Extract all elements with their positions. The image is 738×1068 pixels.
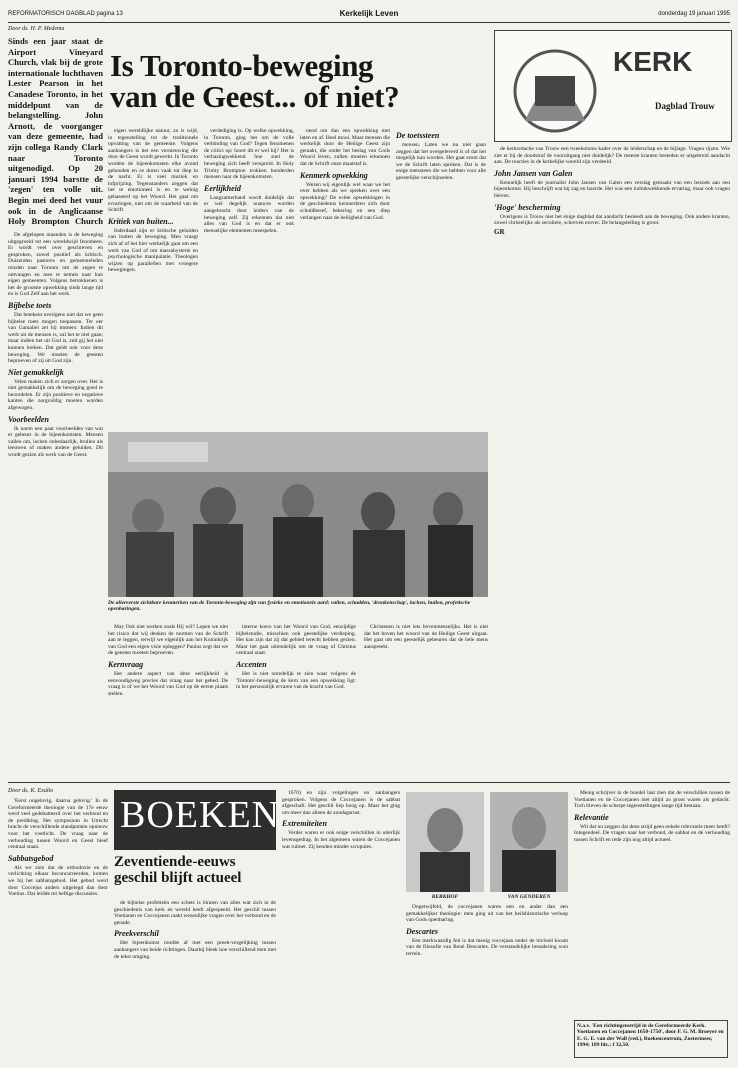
sidebar-title: Dagblad Trouw — [655, 101, 715, 111]
berkhof-caption: BERKHOF — [431, 894, 459, 900]
subhead-kenmerk-opwekking: Kenmerk opwekking — [300, 170, 368, 180]
main-headline — [110, 50, 490, 112]
sidebar-signature: GR — [494, 227, 505, 236]
van-genderen-portrait — [490, 792, 568, 892]
subhead-sabbatsgebod: Sabbatsgebod — [8, 853, 54, 863]
main-column-4 — [300, 128, 390, 428]
boeken-column-1 — [8, 798, 108, 1060]
subhead-descartes: Descartes — [406, 926, 438, 936]
boeken-column-2 — [114, 900, 276, 1060]
subhead-extremiteiten: Extremiteiten — [282, 819, 327, 829]
main-column-2 — [108, 128, 198, 428]
subhead-niet-gemakkelijk: Niet gemakkelijk — [8, 367, 64, 377]
col5-para: mensen. Laten we nu niet gaan zeggen dat het overgeleverd is of dat het mogelijk kan worden. Het gaat erom dat we de Schrift laten spreken. Dat is de enige toetssteen die we hebben voor alle geestelijke verschijnselen. — [396, 142, 486, 181]
headline-line1: Is Toronto-beweging — [110, 48, 374, 83]
subhead-relevantie: Relevantie — [574, 812, 609, 822]
main-lede: Sinds een jaar staat de Airport Vineyard Church, vlak bij de grote internationale luchthaven Lester Pearson in het Canadese Toronto, in het middelpunt van de belangstelling. John Arnott, de voorganger van deze gemeente, had zijn collega Randy Clark naar Toronto uitgenodigd. Op 20 januari 1994 barstte de 'zegen' ten volle uit. Begin mei deed het vuur ook in de Anglicaanse Holy Brompton Church — [8, 36, 103, 227]
boeken-column-5 — [574, 790, 730, 1015]
subhead-voorbeelden: Voorbeelden — [8, 414, 49, 424]
boeken-column-4 — [406, 904, 568, 1060]
boeken-headline: Zeventiende-eeuws geschil blijft actueel — [114, 854, 242, 886]
subhead-kernvraag: Kernvraag — [108, 659, 144, 669]
main-lower-col-1 — [108, 624, 228, 774]
van-genderen-caption: VAN GENDEREN — [507, 894, 551, 900]
subhead-bijbelse-toets: Bijbelse toets — [8, 300, 52, 310]
col1-para3: Velen maken zich er zorgen over. Het is niet gemakkelijk om de beweging goed te beoordelen. Er zijn positieve en negatieve kanten die zorgvuldig moeten worden afgewogen. — [8, 378, 103, 412]
lower3-para: Christenen is niet iets bovenmenselijks. Het is niet dat het boven het woord van de Heilige Geest uitgaat. Het gaat om een geestelijk gebeuren dat de hele mens aanspreekt. — [364, 624, 488, 650]
berkhof-portrait — [406, 792, 484, 892]
photo-caption: De allereerste zichtbare kenmerken van de Toronto-beweging zijn van fysieke en emotionele aard: vallen, schudden, 'dronkenschap', lachen, huilen, profetische openbaringen. — [108, 600, 471, 613]
lower1-para: May Ook niet werken zoals Hij wil? Lopen we niet het risico dat wij denken de normen van de Schrift aan te leggen, terwijl we eigenlijk aan het Koninkrijk van God een eigen visie opleggen? Paulus zegt dat we de geesten moeten beproeven. — [108, 624, 228, 657]
masthead-paper: REFORMATORISCH DAGBLAD pagina 13 — [8, 11, 123, 17]
boeken-col4-para2: Een merkwaardig feit is dat menig coccejaan onder de invloed kwam van de filosofie van René Descartes. De verstandelijke benadering won terrein. — [406, 937, 568, 957]
col3-para: verdediging is. Op welke opwekking, in Toronto, ging het om de volle verbinding van God? Tegen fenomenen de critici op: hoort dit er wel bij? Het is verbazingwekkend hoe snel de beweging zich heeft verspreid. In Holy Trinity Brompton trokken honderden mensen naar de bijeenkomsten. — [204, 128, 294, 181]
lower2-para2: Het is niet onredelijk te zien waar volgens de 'Toronto'-beweging de kern van een opwekking ligt: in het persoonlijk ervaren van de kracht van God. — [236, 670, 356, 691]
boeken-col3-para2: Verder waren er ook enige verschillen in uiterlijk levensgedrag. In het algemeen waren de Coccejanen wat ruimer. Zij kenden minder scrupules. — [282, 830, 400, 850]
subhead-eerlijkheid: Eerlijkheid — [204, 183, 241, 193]
headline-line2: van de Geest... of niet? — [110, 79, 400, 114]
masthead-section: Kerkelijk Leven — [339, 9, 399, 18]
sidebar-logo-box — [494, 30, 732, 142]
boeken-col3-para: 1670) en zijn volgelingen en aanhangers gesproken. Volgens de Coccejanen is de sabbat afgeschaft. Het geschil liep hoog op. Maar het ging om meer dan alleen de zondagsrust. — [282, 790, 400, 816]
subhead-toetssteen: De toetssteen — [396, 131, 440, 140]
svg-text:KERK: KERK — [613, 46, 693, 77]
boeken-col2-para2: Het bijeenkomst rondde af met een preek-vergelijking tussen aanhangers van beide richtingen. Daarbij bleek hoe verschillend men met de tekst omging. — [114, 940, 276, 960]
col4-para2: Wezen wij eigenlijk wel waar we het over hebben als we spreken over een opwekking? De echte opwekkingen in de geschiedenis kenmerkten zich door schuldbesef, bekering en een diep verlangen naar de heiligheid van God. — [300, 181, 390, 221]
main-lower-col-2 — [236, 624, 356, 774]
col4-para: nend om dan een opwekking met laten en af. Heel mooi. Maar mensen die werkelijk door de Heilige Geest zijn geraakt, die onder het beslag van Gods Woord leven, zullen moeten erkennen dat de Schrift onze maatstaf is. — [300, 128, 390, 167]
sidebar-para2: Kennelijk heeft de journalist John Jansen van Galen een verslag gemaakt van een bezoek aan een bijeenkomst. Hij beschrijft wat hij zag en hoorde. Het was een indrukwekkende ervaring, maar ook vragen bleven. — [494, 179, 730, 199]
lower2-para: interne koers van het Woord van God, eenzijdige bijbelstudie, misschien ook geestelijke verdieping. Het kan zijn dat zij dat gebied terecht hebben gezien. Maar het gaat uiteindelijk om de vraag of Christus centraal staat. — [236, 624, 356, 657]
toronto-photo-image — [108, 432, 488, 597]
col1-para4: Ik noem een paar voorbeelden van wat er gebeurt in de bijeenkomsten. Mensen vallen om, lachen onbedaarlijk, brullen als leeuwen of maken andere geluiden. Dit wordt gezien als werk van de Geest. — [8, 425, 103, 459]
col2-para2: Inderdaad zijn er kritische geluiden van buiten de beweging. Men vraagt zich af of het hier werkelijk gaat om een werk van God of om massahysterie en psychologische manipulatie. Theologen wijzen op parallellen met vroegere bewegingen. — [108, 227, 198, 274]
section-divider — [8, 782, 730, 783]
berkhof-photo — [406, 792, 484, 892]
sidebar-subhead-bescherming: 'Hoge' bescherming — [494, 202, 561, 212]
main-lower-col-3 — [364, 624, 488, 774]
sidebar-column — [494, 146, 730, 646]
col1-para2: Dat betekent overigens niet dat we geen bijbelse toets mogen toepassen. Ter eer van Gamaliel zei hij immers: Indien dit werk uit de mensen is, zal het te niet gaan; maar indien het uit God is, zult gij het niet kunnen breken. Dat geldt ook voor deze beweging. We moeten de geesten beproeven of zij uit God zijn. — [8, 311, 103, 365]
masthead — [8, 8, 730, 23]
boeken-label: BOEKEN — [120, 794, 281, 836]
col2-para: eigen wereldlijke natuur, zo is wijd, in tegenstelling tot de traditionele opvatting van de gemeente. Volgens aanhangers is het een vernieuwing die door de Geest wordt gewerkt. In Toronto worden de bijeenkomsten elke avond gehouden en ze duren vaak tot diep in de nacht. Er is veel muziek en lofprijzing. Tegenstanders zeggen dat het te emotioneel is en te weinig gebaseerd op het Woord. Het gaat om ervaringen, niet om de waarheid van de Schrift. — [108, 128, 198, 214]
boeken-intro: de bijbelse profetieën een schets is binnen van alles wat zich in de geschiedenis van kerk en wereld heeft afgespeeld. Het geschil tussen Voetianen en Coccejanen raakt wezenlijke vragen over het verbond en de genade. — [114, 900, 276, 926]
bell-logo-icon — [495, 31, 731, 141]
col3-para2: Langzamerhand wordt duidelijk dat er wel degelijk nuances worden aangebracht door leiders van de beweging zelf. Zij erkennen dat niet alles van God is en dat er ook menselijke elementen meespelen. — [204, 194, 294, 234]
lower1-para2: Het andere aspect van deze eerlijkheid is eenvoudigweg precies dat vraag naar het gebed. De vraag is of we het Woord van God op de eerste plaats stellen. — [108, 670, 228, 697]
toronto-photo — [108, 432, 488, 597]
main-column-1 — [8, 232, 103, 632]
book-reference: N.a.v. 'Een richtingenstrijd in de Gereformeerde Kerk. Voetianen en Coccejanen 1650-1750', door F. G. M. Broeyer en E. G. E. van der Wall (red.), Boekencentrum, Zoetermeer, 1994; 189 blz.; f 32,50. — [574, 1020, 728, 1058]
boeken-banner — [114, 790, 281, 850]
boeken-col1-para: 'Eerst ongelovig, daarna gelovig.' In de Gereformeerde theologie van de 17e eeuw werd veel gedebatteerd over het verbond en de prediking. Het symposium in Utrecht bracht de verschillende standpunten opnieuw voor het voetlicht. De vraag naar de verhouding tussen Woord en Geest bleef centraal staan. — [8, 798, 108, 851]
boeken-col4-para: Ongetwijfeld, de coccejanen waren een en ander dan een gemakkelijker theologie: men ging uit van het heilshistorische verloop van Gods openbaring. — [406, 904, 568, 924]
main-column-5 — [396, 128, 486, 428]
sidebar-subhead-jansen: John Jansen van Galen — [494, 168, 573, 178]
boeken-col5-para: Menig schrijver in de bundel laat zien dat de verschillen tussen de Voetianen en de Coccejanen niet altijd zo groot waren als gedacht. Toch bleven de scherpe tegenstellingen lange tijd bestaan. — [574, 790, 730, 810]
boeken-column-3 — [282, 790, 400, 1060]
boeken-byline: Door ds. K. Exalto — [8, 788, 54, 794]
subhead-accenten: Accenten — [236, 659, 267, 669]
subhead-preekverschil: Preekverschil — [114, 929, 159, 939]
sidebar-para: de kerkredactie van Trouw een tweekoloms kader over de leiderschap en de bijlage. Vragen rijzen. Wie ziet er bij de doodstraf de vooruitgang niet duidelijk? De meeste kranten besteden er uitgebreid aandacht aan. De reacties in de kerkelijke wereld zijn verdeeld. — [494, 146, 730, 166]
boeken-col1-para2: Als we zien dat de orthodoxie en de verlichting elkaar beconcurreerden, komen we bij het sabbatsgebod. Het gebod werd door Coccejus anders uitgelegd dan door Voetius. Dat leidde tot heftige discussies. — [8, 864, 108, 898]
van-genderen-photo — [490, 792, 568, 892]
masthead-date: donderdag 19 januari 1995 — [658, 11, 730, 17]
main-byline: Door ds. H. P. Medema — [8, 26, 65, 32]
subhead-kritiek-buiten: Kritiek van buiten... — [108, 216, 174, 226]
col1-para: De afgelopen maanden is de beweging uitgegroeid tot een wereldwijd fenomeen. Er wordt veel over geschreven en gesproken, zowel positief als kritisch. Duizenden pastores en gemeenteleden reisden naar Toronto om de zegen te ontvangen en mee te nemen naar hun eigen gemeenten. Volgens betrokkenen is het de grootste opwekking sinds lange tijd en is God Zelf aan het werk. — [8, 232, 103, 298]
main-column-3 — [204, 128, 294, 428]
sidebar-para3: Overigens is Trouw niet het enige dagblad dat aandacht besteedt aan de beweging. Ook andere kranten, zowel christelijke als seculiere, schreven erover. De belangstelling is groot. — [494, 213, 730, 227]
boeken-col5-para2: Wil dat nu zeggen dat deze strijd geen enkele relevantie meer heeft? Integendeel. De vragen naar het verbond, de sabbat en de verhouding tussen Schrift en rede zijn nog altijd actueel. — [574, 823, 730, 843]
